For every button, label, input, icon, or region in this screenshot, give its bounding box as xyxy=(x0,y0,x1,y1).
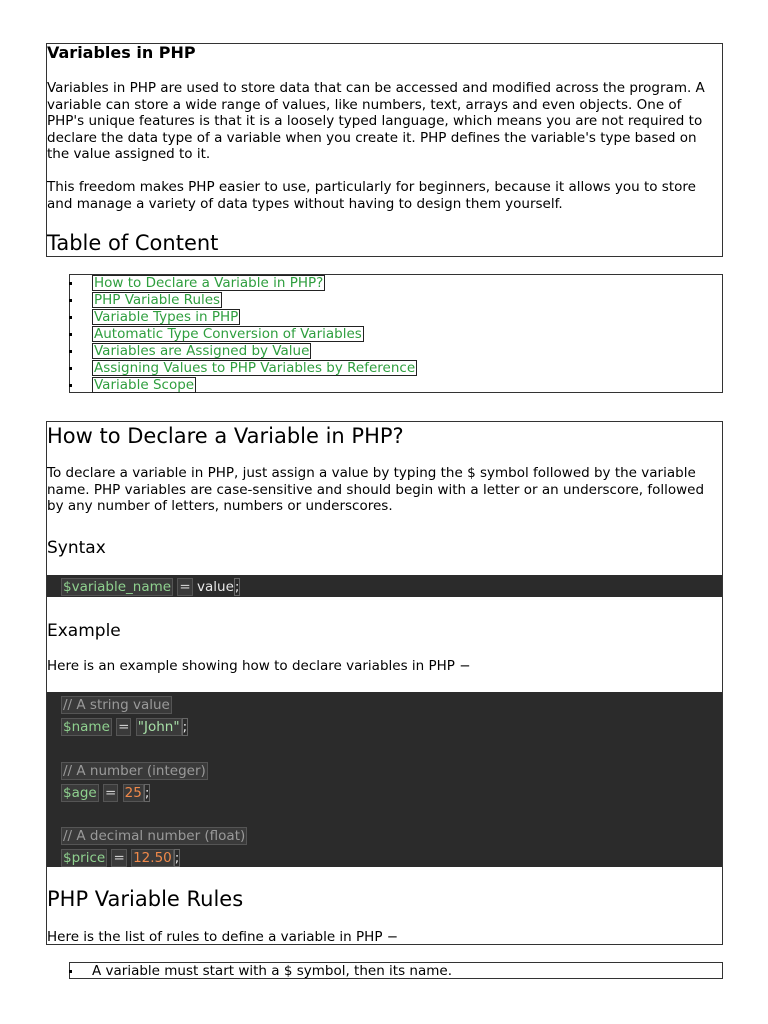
example-intro: Here is an example showing how to declare variables in PHP − xyxy=(47,658,471,674)
code-variable: $name xyxy=(63,719,110,735)
code-value: value xyxy=(197,579,234,595)
intro-paragraph-2: This freedom makes PHP easier to use, particularly for beginners, because it allows you to store and manage a variety of data types without having to design them yourself. xyxy=(47,179,696,212)
toc-link-declare[interactable]: How to Declare a Variable in PHP? xyxy=(94,275,324,291)
code-operator: = xyxy=(118,719,130,735)
rules-list xyxy=(69,962,723,979)
intro-section xyxy=(46,43,723,257)
code-operator: = xyxy=(105,785,117,801)
bullet-icon xyxy=(69,316,72,319)
toc-link-conversion[interactable]: Automatic Type Conversion of Variables xyxy=(94,326,362,342)
code-variable: $variable_name xyxy=(63,579,172,595)
bullet-icon xyxy=(69,282,72,285)
code-semicolon: ; xyxy=(174,850,180,866)
code-semicolon: ; xyxy=(182,719,188,735)
declare-section xyxy=(46,421,723,945)
intro-paragraph: Variables in PHP are used to store data that can be accessed and modified across the program. A variable can store a wide range of values, like numbers, text, arrays and even objects. One of PHP's unique features is that it is a loosely typed language, which means you are not required to declare the data type of a variable when you create it. PHP defines the variable's type based on the value assigned to it. xyxy=(47,80,705,162)
bullet-icon xyxy=(69,350,72,353)
code-line xyxy=(61,718,188,736)
code-line xyxy=(61,849,180,867)
code-variable: $price xyxy=(63,850,106,866)
code-comment: // A decimal number (float) xyxy=(63,828,246,844)
toc-item xyxy=(70,326,722,343)
toc-link-rules[interactable]: PHP Variable Rules xyxy=(94,292,221,308)
code-number: 12.50 xyxy=(133,850,172,866)
rules-heading: PHP Variable Rules xyxy=(47,887,244,911)
code-semicolon: ; xyxy=(144,785,150,801)
code-string: "John" xyxy=(137,719,180,735)
toc-item xyxy=(70,275,722,292)
rules-intro: Here is the list of rules to define a variable in PHP − xyxy=(47,929,399,945)
example-heading: Example xyxy=(47,621,121,641)
toc-item xyxy=(70,377,722,394)
bullet-icon xyxy=(69,367,72,370)
list-item: A variable must start with a $ symbol, then its name. xyxy=(92,963,452,979)
bullet-icon xyxy=(69,384,72,387)
bullet-icon xyxy=(69,333,72,336)
bullet-icon xyxy=(69,299,72,302)
code-comment: // A string value xyxy=(63,697,170,713)
toc-item xyxy=(70,343,722,360)
bullet-icon xyxy=(69,970,72,973)
toc-item xyxy=(70,292,722,309)
example-code-block xyxy=(47,692,722,867)
toc-link-by-reference[interactable]: Assigning Values to PHP Variables by Reference xyxy=(94,360,416,376)
code-line xyxy=(61,784,150,802)
toc-item xyxy=(70,360,722,377)
code-comment-line xyxy=(61,696,172,714)
code-operator: = xyxy=(179,579,191,595)
code-comment: // A number (integer) xyxy=(63,763,206,779)
toc-item xyxy=(70,309,722,326)
syntax-heading: Syntax xyxy=(47,538,106,558)
page-title: Variables in PHP xyxy=(47,43,196,62)
table-of-contents xyxy=(69,274,723,393)
declare-paragraph: To declare a variable in PHP, just assign a value by typing the $ symbol followed by the variable name. PHP variables are case-sensitive and should begin with a letter or an underscore, followed by any number of letters, numbers or underscores. xyxy=(47,465,705,514)
declare-heading: How to Declare a Variable in PHP? xyxy=(47,424,404,448)
toc-link-scope[interactable]: Variable Scope xyxy=(94,377,195,393)
code-variable: $age xyxy=(63,785,97,801)
toc-link-types[interactable]: Variable Types in PHP xyxy=(94,309,239,325)
syntax-code-block xyxy=(47,575,722,597)
toc-heading: Table of Content xyxy=(47,231,219,255)
code-line xyxy=(61,578,240,596)
code-comment-line xyxy=(61,827,247,845)
code-number: 25 xyxy=(124,785,142,801)
code-semicolon: ; xyxy=(234,579,240,595)
toc-list xyxy=(70,275,722,394)
code-operator: = xyxy=(113,850,125,866)
toc-link-by-value[interactable]: Variables are Assigned by Value xyxy=(94,343,310,359)
code-comment-line xyxy=(61,762,208,780)
